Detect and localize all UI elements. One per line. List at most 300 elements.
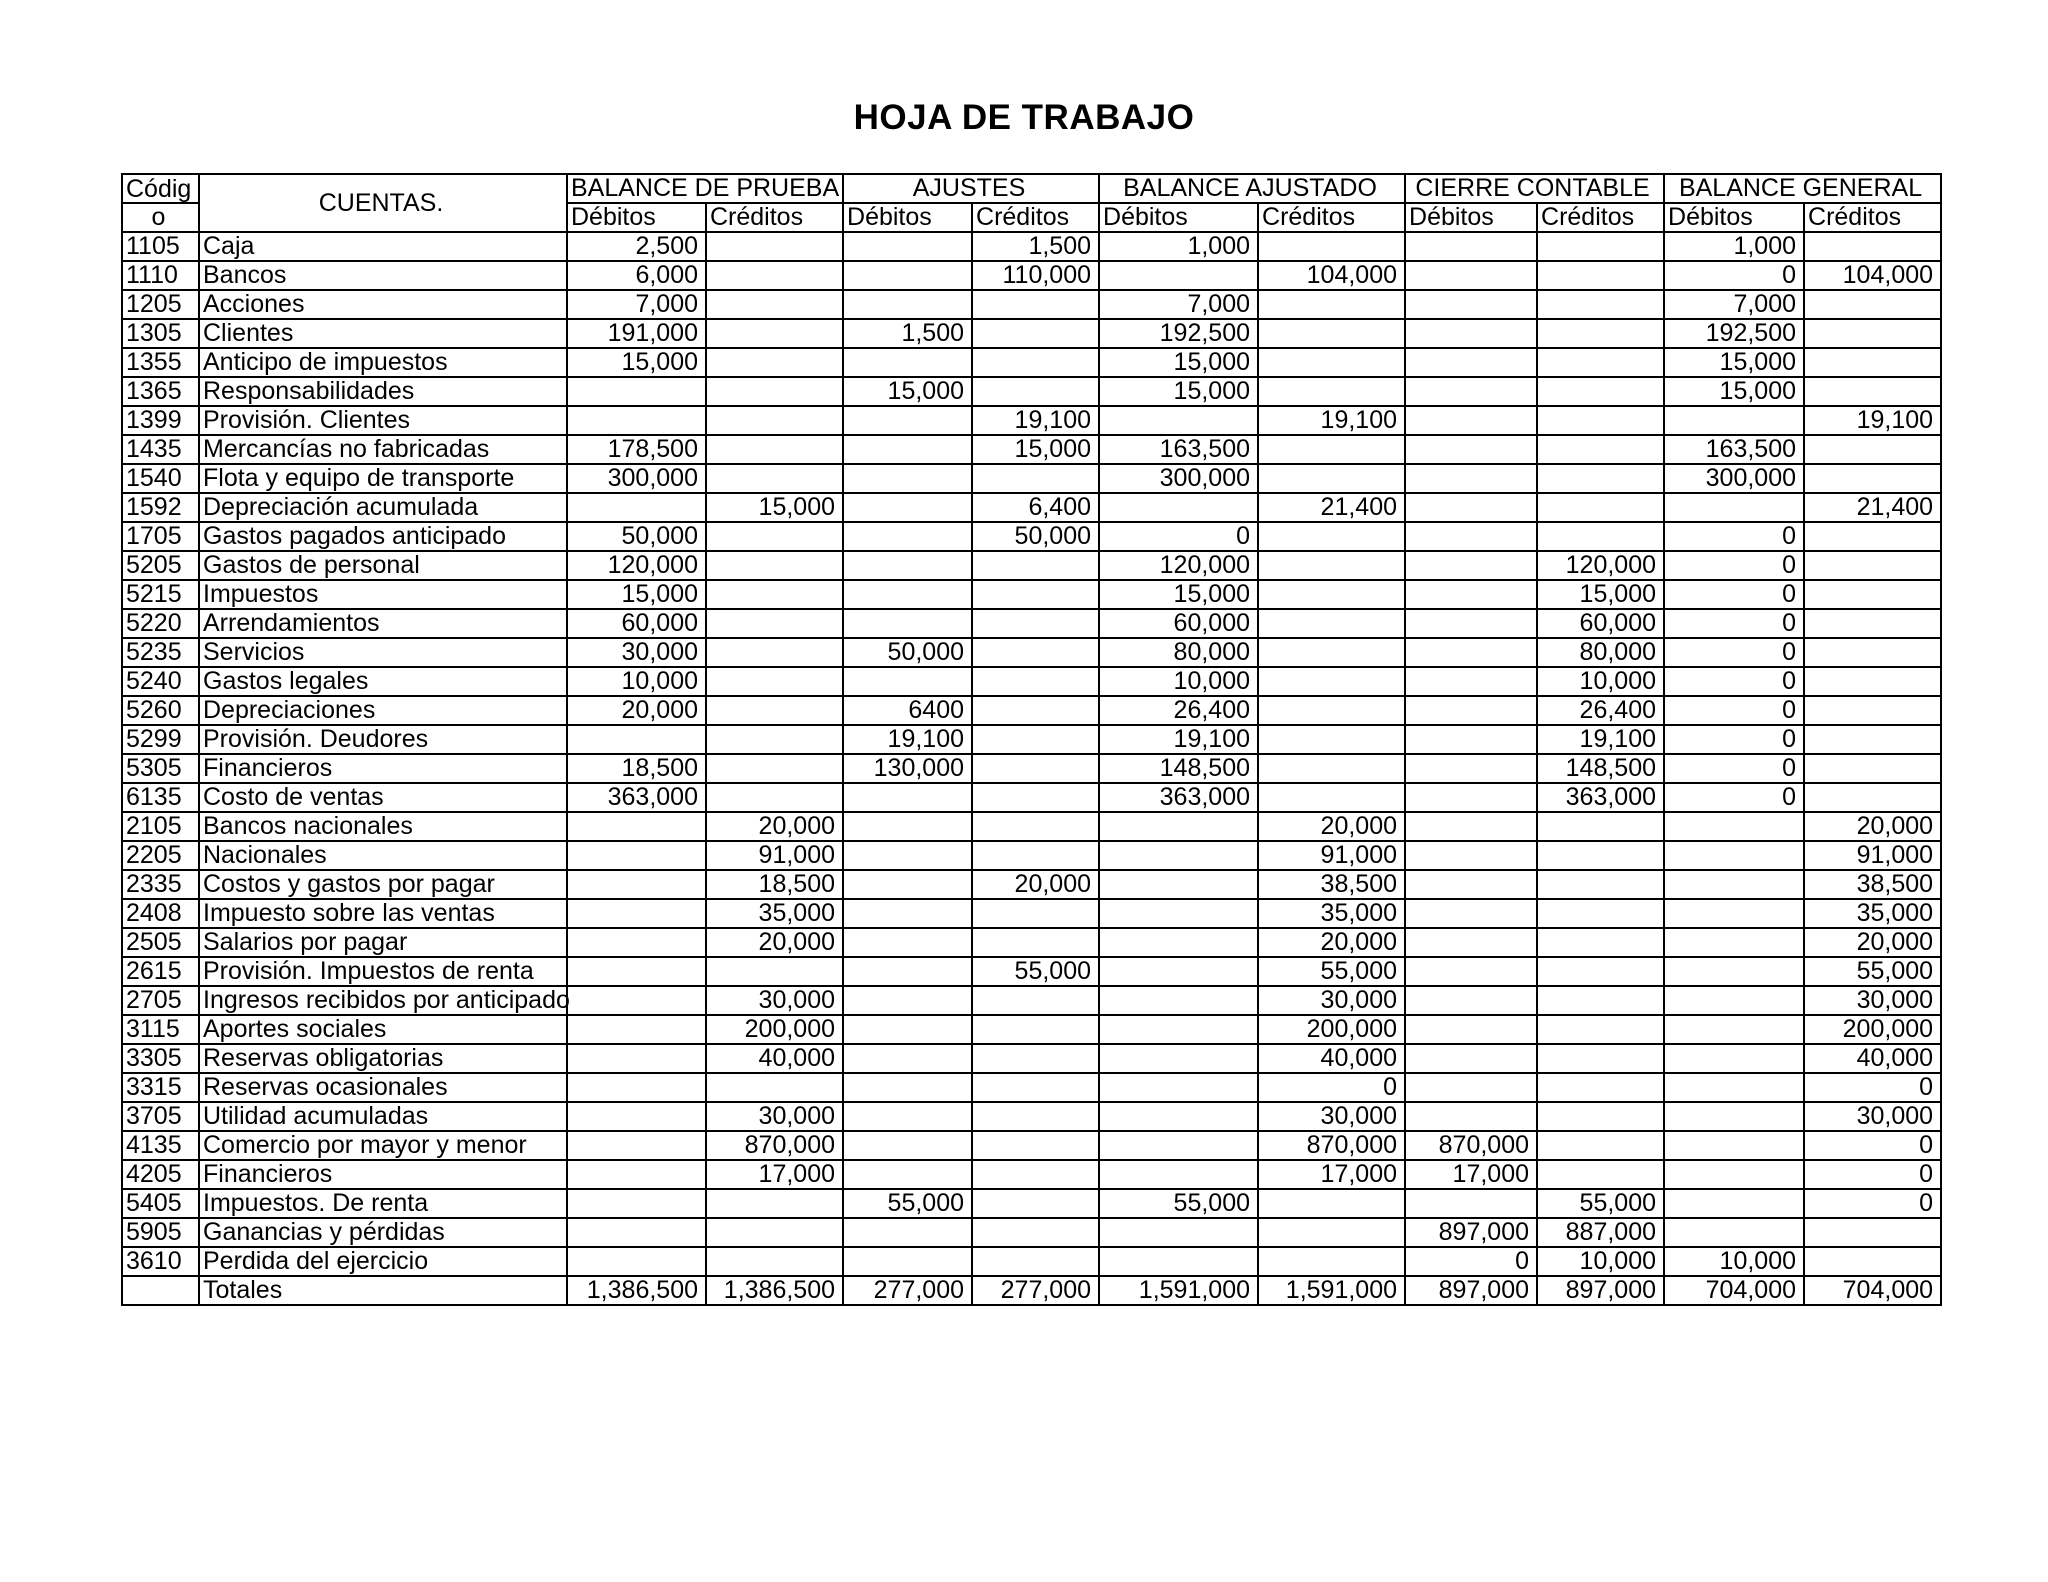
account-name xyxy=(199,435,567,464)
credit-cell: 120,000 xyxy=(1537,551,1664,580)
account-code: 3610 xyxy=(122,1247,199,1276)
debit-cell xyxy=(1664,957,1804,986)
credit-cell: 200,000 xyxy=(1804,1015,1941,1044)
credit-cell: 20,000 xyxy=(1258,928,1405,957)
group-header-cierre-contable: CIERRE CONTABLE xyxy=(1405,174,1664,203)
debit-cell xyxy=(843,290,972,319)
debit-cell xyxy=(843,348,972,377)
credit-cell xyxy=(1258,1247,1405,1276)
credit-cell: 30,000 xyxy=(1804,1102,1941,1131)
table-row xyxy=(122,783,1941,812)
account-code: 3305 xyxy=(122,1044,199,1073)
credit-cell xyxy=(972,928,1099,957)
debit-cell: 1,000 xyxy=(1099,232,1258,261)
credit-cell: 20,000 xyxy=(706,928,843,957)
debit-cell xyxy=(1405,609,1537,638)
credit-cell xyxy=(1537,1073,1664,1102)
debit-cell: 0 xyxy=(1664,580,1804,609)
credit-cell xyxy=(1804,319,1941,348)
debit-cell: 0 xyxy=(1099,522,1258,551)
account-name-text: Salarios por pagar xyxy=(203,928,408,956)
debit-cell: 7,000 xyxy=(567,290,706,319)
account-code: 5260 xyxy=(122,696,199,725)
account-name xyxy=(199,1218,567,1247)
debit-cell: 0 xyxy=(1405,1247,1537,1276)
account-name-text: Comercio por mayor y menor xyxy=(203,1131,527,1159)
credit-cell xyxy=(706,551,843,580)
debit-cell xyxy=(1405,348,1537,377)
credit-cell: 1,386,500 xyxy=(706,1276,843,1305)
account-name-text: Provisión. Clientes xyxy=(203,406,411,434)
credit-cell: 363,000 xyxy=(1537,783,1664,812)
debit-cell: 15,000 xyxy=(1664,377,1804,406)
debit-cell xyxy=(843,580,972,609)
debit-cell xyxy=(567,928,706,957)
debit-cell: 26,400 xyxy=(1099,696,1258,725)
debit-cell: 0 xyxy=(1664,696,1804,725)
credit-cell xyxy=(706,667,843,696)
debit-cell xyxy=(843,1015,972,1044)
debit-cell: 1,500 xyxy=(843,319,972,348)
debit-cell: 80,000 xyxy=(1099,638,1258,667)
credit-cell xyxy=(706,377,843,406)
credit-cell xyxy=(1258,551,1405,580)
debit-cell: 120,000 xyxy=(567,551,706,580)
account-name xyxy=(199,1044,567,1073)
table-row xyxy=(122,1044,1941,1073)
debit-cell xyxy=(1099,812,1258,841)
debit-cell: 15,000 xyxy=(1099,580,1258,609)
account-name xyxy=(199,1276,567,1305)
credit-cell xyxy=(1537,348,1664,377)
account-name xyxy=(199,522,567,551)
debit-cell xyxy=(567,406,706,435)
account-name-text: Impuestos xyxy=(203,580,319,608)
credit-cell xyxy=(1804,754,1941,783)
credit-cell: 38,500 xyxy=(1804,870,1941,899)
credit-cell: 104,000 xyxy=(1258,261,1405,290)
debit-cell xyxy=(567,841,706,870)
credit-cell xyxy=(1258,783,1405,812)
credit-cell: 20,000 xyxy=(972,870,1099,899)
account-name xyxy=(199,377,567,406)
debit-cell xyxy=(1664,986,1804,1015)
account-code: 1110 xyxy=(122,261,199,290)
debit-cell: 0 xyxy=(1664,638,1804,667)
page-title: HOJA DE TRABAJO xyxy=(853,98,1195,137)
credit-cell xyxy=(972,348,1099,377)
credit-cell xyxy=(706,609,843,638)
debit-cell: 897,000 xyxy=(1405,1218,1537,1247)
credit-cell: 897,000 xyxy=(1537,1276,1664,1305)
account-code: 5220 xyxy=(122,609,199,638)
debit-cell xyxy=(1099,261,1258,290)
credit-cell xyxy=(1804,290,1941,319)
debit-cell: 363,000 xyxy=(1099,783,1258,812)
table-row xyxy=(122,261,1941,290)
credit-cell: 277,000 xyxy=(972,1276,1099,1305)
credit-cell: 55,000 xyxy=(972,957,1099,986)
account-name xyxy=(199,464,567,493)
credit-cell xyxy=(1258,725,1405,754)
credit-cell xyxy=(1804,609,1941,638)
debit-cell: 300,000 xyxy=(567,464,706,493)
credit-cell xyxy=(706,232,843,261)
credit-cell xyxy=(972,551,1099,580)
debit-cell xyxy=(1405,1189,1537,1218)
credit-cell: 20,000 xyxy=(706,812,843,841)
debit-cell xyxy=(843,609,972,638)
credit-cell xyxy=(1804,1247,1941,1276)
table-row xyxy=(122,493,1941,522)
debit-cell xyxy=(843,493,972,522)
debit-cell xyxy=(567,957,706,986)
account-name xyxy=(199,348,567,377)
debit-cell xyxy=(1405,1044,1537,1073)
credit-cell xyxy=(972,1044,1099,1073)
credit-cell xyxy=(1804,580,1941,609)
group-header-balance-ajustado: BALANCE AJUSTADO xyxy=(1099,174,1405,203)
account-code: 4205 xyxy=(122,1160,199,1189)
debit-header: Débitos xyxy=(567,203,706,232)
account-name xyxy=(199,609,567,638)
table-row xyxy=(122,667,1941,696)
account-code: 1399 xyxy=(122,406,199,435)
debit-cell: 0 xyxy=(1664,725,1804,754)
debit-cell xyxy=(1664,870,1804,899)
debit-cell xyxy=(843,870,972,899)
debit-cell xyxy=(843,1073,972,1102)
account-name-text: Impuestos. De renta xyxy=(203,1189,429,1217)
table-row xyxy=(122,1189,1941,1218)
debit-cell xyxy=(567,1015,706,1044)
account-name-text: Depreciaciones xyxy=(203,696,376,724)
account-code: 2505 xyxy=(122,928,199,957)
debit-cell xyxy=(1664,841,1804,870)
debit-cell: 50,000 xyxy=(843,638,972,667)
account-code: 1365 xyxy=(122,377,199,406)
table-row xyxy=(122,1073,1941,1102)
debit-cell: 10,000 xyxy=(1099,667,1258,696)
credit-cell: 704,000 xyxy=(1804,1276,1941,1305)
credit-cell: 26,400 xyxy=(1537,696,1664,725)
table-row xyxy=(122,1160,1941,1189)
debit-cell xyxy=(1099,986,1258,1015)
debit-cell xyxy=(1664,1102,1804,1131)
debit-cell: 300,000 xyxy=(1664,464,1804,493)
debit-cell xyxy=(843,1102,972,1131)
debit-cell xyxy=(843,812,972,841)
account-code: 3705 xyxy=(122,1102,199,1131)
account-name-text: Financieros xyxy=(203,1160,333,1188)
account-name-text: Gastos pagados anticipado xyxy=(203,522,506,550)
account-name xyxy=(199,261,567,290)
debit-cell xyxy=(1099,1131,1258,1160)
credit-cell xyxy=(1258,348,1405,377)
table-row xyxy=(122,290,1941,319)
table-row xyxy=(122,1218,1941,1247)
credit-header: Créditos xyxy=(1537,203,1664,232)
account-name-text: Provisión. Impuestos de renta xyxy=(203,957,534,985)
account-code: 6135 xyxy=(122,783,199,812)
table-row xyxy=(122,696,1941,725)
debit-cell: 870,000 xyxy=(1405,1131,1537,1160)
credit-cell xyxy=(1258,696,1405,725)
credit-cell: 60,000 xyxy=(1537,609,1664,638)
credit-cell: 21,400 xyxy=(1258,493,1405,522)
debit-cell xyxy=(843,406,972,435)
code-header xyxy=(122,174,199,203)
credit-cell xyxy=(1537,406,1664,435)
credit-cell xyxy=(972,638,1099,667)
debit-cell xyxy=(843,1044,972,1073)
debit-cell xyxy=(1405,522,1537,551)
credit-cell xyxy=(706,261,843,290)
table-row xyxy=(122,319,1941,348)
debit-cell xyxy=(1405,638,1537,667)
account-name-text: Reservas obligatorias xyxy=(203,1044,444,1072)
debit-cell xyxy=(1099,493,1258,522)
account-name xyxy=(199,638,567,667)
account-name xyxy=(199,1189,567,1218)
account-name-text: Reservas ocasionales xyxy=(203,1073,448,1101)
debit-cell xyxy=(1405,957,1537,986)
debit-cell: 10,000 xyxy=(1664,1247,1804,1276)
credit-cell xyxy=(1258,232,1405,261)
debit-cell: 18,500 xyxy=(567,754,706,783)
debit-cell: 15,000 xyxy=(1664,348,1804,377)
debit-cell xyxy=(843,1131,972,1160)
debit-cell: 60,000 xyxy=(567,609,706,638)
debit-cell: 192,500 xyxy=(1099,319,1258,348)
credit-cell xyxy=(1804,522,1941,551)
account-name xyxy=(199,551,567,580)
credit-cell xyxy=(1537,841,1664,870)
credit-cell xyxy=(972,1218,1099,1247)
credit-cell: 55,000 xyxy=(1258,957,1405,986)
account-name-text: Nacionales xyxy=(203,841,327,869)
account-code: 2335 xyxy=(122,870,199,899)
account-name-text: Servicios xyxy=(203,638,305,666)
debit-cell: 178,500 xyxy=(567,435,706,464)
credit-cell xyxy=(1537,1160,1664,1189)
account-name-text: Totales xyxy=(203,1276,283,1304)
credit-cell xyxy=(1537,522,1664,551)
debit-cell xyxy=(1099,1247,1258,1276)
credit-cell xyxy=(972,754,1099,783)
debit-cell: 192,500 xyxy=(1664,319,1804,348)
debit-cell xyxy=(1099,841,1258,870)
credit-cell: 17,000 xyxy=(1258,1160,1405,1189)
account-code: 4135 xyxy=(122,1131,199,1160)
table-row xyxy=(122,725,1941,754)
table-row xyxy=(122,899,1941,928)
debit-cell xyxy=(1405,928,1537,957)
credit-cell: 50,000 xyxy=(972,522,1099,551)
debit-cell xyxy=(567,493,706,522)
debit-cell xyxy=(843,783,972,812)
debit-cell xyxy=(1405,725,1537,754)
account-code: 5240 xyxy=(122,667,199,696)
credit-cell: 35,000 xyxy=(1258,899,1405,928)
debit-cell: 1,000 xyxy=(1664,232,1804,261)
debit-cell xyxy=(1664,1189,1804,1218)
account-name xyxy=(199,232,567,261)
table-row xyxy=(122,754,1941,783)
credit-cell xyxy=(1537,986,1664,1015)
credit-cell: 91,000 xyxy=(1804,841,1941,870)
worksheet-table xyxy=(121,173,1942,1306)
debit-cell xyxy=(843,522,972,551)
debit-header: Débitos xyxy=(1664,203,1804,232)
debit-cell: 0 xyxy=(1664,609,1804,638)
debit-cell: 0 xyxy=(1664,754,1804,783)
credit-cell xyxy=(972,841,1099,870)
account-name-text: Financieros xyxy=(203,754,333,782)
credit-cell xyxy=(972,783,1099,812)
credit-cell xyxy=(706,1247,843,1276)
debit-cell xyxy=(843,1247,972,1276)
account-name xyxy=(199,870,567,899)
debit-cell xyxy=(1664,1218,1804,1247)
credit-cell xyxy=(706,638,843,667)
debit-cell: 1,591,000 xyxy=(1099,1276,1258,1305)
table-row xyxy=(122,841,1941,870)
credit-cell xyxy=(1537,1102,1664,1131)
credit-cell xyxy=(1537,377,1664,406)
debit-cell xyxy=(567,1189,706,1218)
credit-cell xyxy=(706,1189,843,1218)
account-name xyxy=(199,957,567,986)
debit-cell xyxy=(1099,1015,1258,1044)
credit-header: Créditos xyxy=(1804,203,1941,232)
credit-cell: 17,000 xyxy=(706,1160,843,1189)
debit-cell: 15,000 xyxy=(843,377,972,406)
table-row xyxy=(122,609,1941,638)
credit-cell xyxy=(972,986,1099,1015)
credit-cell: 55,000 xyxy=(1537,1189,1664,1218)
credit-cell xyxy=(1804,464,1941,493)
credit-cell xyxy=(706,580,843,609)
credit-cell xyxy=(1537,812,1664,841)
credit-cell: 40,000 xyxy=(1804,1044,1941,1073)
account-code xyxy=(122,1276,199,1305)
credit-cell: 80,000 xyxy=(1537,638,1664,667)
table-row xyxy=(122,377,1941,406)
debit-cell: 363,000 xyxy=(567,783,706,812)
credit-cell xyxy=(972,1102,1099,1131)
debit-cell: 19,100 xyxy=(1099,725,1258,754)
debit-cell: 148,500 xyxy=(1099,754,1258,783)
debit-cell xyxy=(1405,1102,1537,1131)
credit-cell: 19,100 xyxy=(972,406,1099,435)
account-code: 5305 xyxy=(122,754,199,783)
debit-cell xyxy=(1405,580,1537,609)
credit-cell xyxy=(1258,754,1405,783)
debit-cell: 191,000 xyxy=(567,319,706,348)
debit-cell xyxy=(1405,870,1537,899)
debit-cell xyxy=(1405,812,1537,841)
credit-cell xyxy=(972,464,1099,493)
credit-cell: 40,000 xyxy=(706,1044,843,1073)
debit-cell xyxy=(1405,435,1537,464)
debit-cell xyxy=(1405,406,1537,435)
credit-cell xyxy=(1804,638,1941,667)
totals-row xyxy=(122,1276,1941,1305)
table-row xyxy=(122,638,1941,667)
debit-cell: 15,000 xyxy=(1099,348,1258,377)
account-code: 2615 xyxy=(122,957,199,986)
credit-cell xyxy=(1258,464,1405,493)
debit-cell xyxy=(843,464,972,493)
debit-cell: 15,000 xyxy=(567,580,706,609)
account-name-text: Ganancias y pérdidas xyxy=(203,1218,445,1246)
debit-cell xyxy=(567,1131,706,1160)
debit-cell xyxy=(567,1247,706,1276)
account-name xyxy=(199,812,567,841)
credit-cell: 0 xyxy=(1804,1131,1941,1160)
debit-cell xyxy=(567,1160,706,1189)
debit-cell: 6400 xyxy=(843,696,972,725)
debit-cell: 0 xyxy=(1664,667,1804,696)
debit-cell xyxy=(843,986,972,1015)
account-name-text: Perdida del ejercicio xyxy=(203,1247,429,1275)
credit-cell xyxy=(706,290,843,319)
table-row xyxy=(122,348,1941,377)
account-code: 1540 xyxy=(122,464,199,493)
account-name xyxy=(199,841,567,870)
table-row xyxy=(122,522,1941,551)
debit-cell xyxy=(1405,986,1537,1015)
account-code: 5215 xyxy=(122,580,199,609)
debit-cell xyxy=(843,435,972,464)
credit-header: Créditos xyxy=(706,203,843,232)
account-name-text: Utilidad acumuladas xyxy=(203,1102,429,1130)
debit-cell xyxy=(567,1218,706,1247)
debit-cell: 0 xyxy=(1664,783,1804,812)
debit-cell: 7,000 xyxy=(1664,290,1804,319)
credit-cell xyxy=(1804,348,1941,377)
credit-cell: 15,000 xyxy=(1537,580,1664,609)
credit-cell xyxy=(706,1218,843,1247)
account-name-text: Aportes sociales xyxy=(203,1015,387,1043)
account-code: 1705 xyxy=(122,522,199,551)
debit-cell xyxy=(1405,232,1537,261)
credit-cell xyxy=(1258,290,1405,319)
debit-cell xyxy=(1405,493,1537,522)
credit-cell: 6,400 xyxy=(972,493,1099,522)
account-name xyxy=(199,696,567,725)
credit-cell xyxy=(1537,464,1664,493)
credit-cell xyxy=(706,957,843,986)
debit-cell xyxy=(567,725,706,754)
account-name-text: Depreciación acumulada xyxy=(203,493,479,521)
debit-cell xyxy=(1405,261,1537,290)
account-name-text: Gastos legales xyxy=(203,667,369,695)
credit-cell xyxy=(1804,435,1941,464)
account-name xyxy=(199,754,567,783)
debit-cell xyxy=(567,899,706,928)
debit-cell xyxy=(567,1044,706,1073)
table-row xyxy=(122,928,1941,957)
credit-cell xyxy=(1537,261,1664,290)
debit-cell xyxy=(843,1218,972,1247)
credit-cell xyxy=(1258,435,1405,464)
account-code: 3115 xyxy=(122,1015,199,1044)
table-row xyxy=(122,551,1941,580)
credit-cell xyxy=(1258,638,1405,667)
accounts-header: CUENTAS. xyxy=(199,174,567,232)
